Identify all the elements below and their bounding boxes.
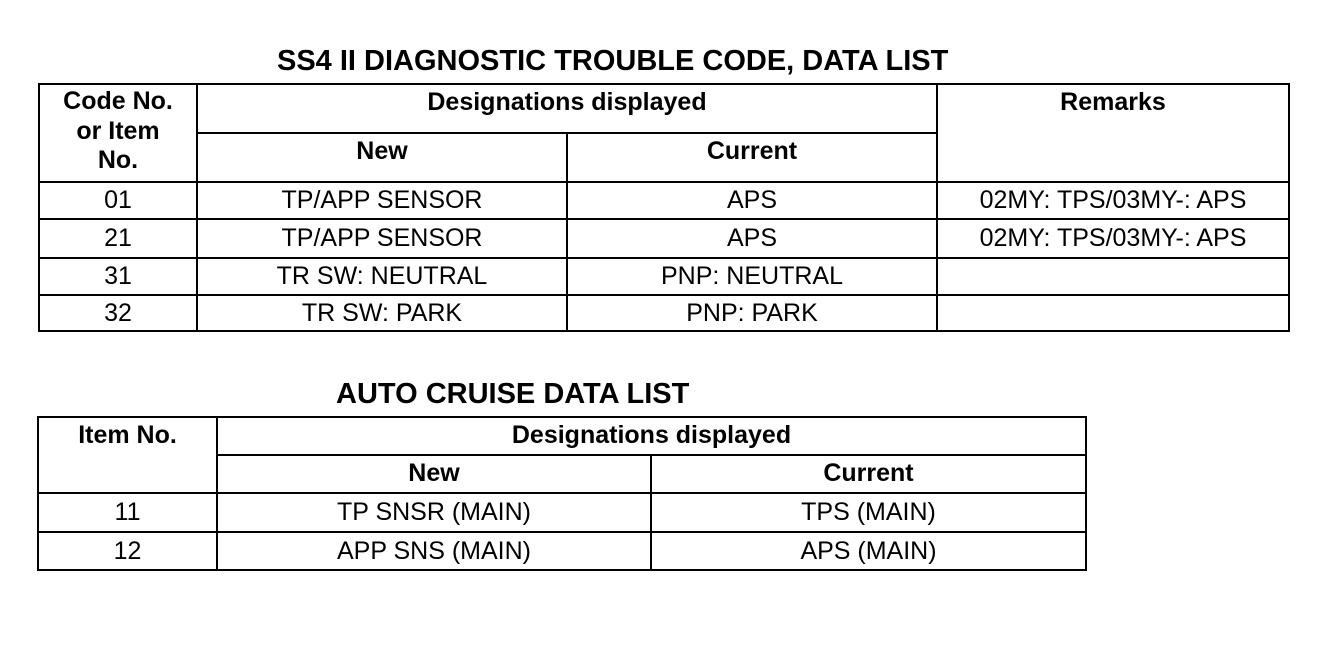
table-row (39, 258, 1289, 295)
table-row (38, 493, 1086, 532)
code-header-line1: Code No. (63, 87, 173, 115)
current-cell: APS (567, 182, 937, 219)
item-cell: 11 (38, 493, 217, 532)
code-cell: 01 (39, 182, 197, 219)
remarks-cell (937, 295, 1289, 331)
designations-header: Designations displayed (217, 417, 1086, 455)
cruise-data-table (37, 416, 1087, 571)
current-cell: APS (MAIN) (651, 532, 1086, 570)
cruise-table-title: AUTO CRUISE DATA LIST (336, 378, 690, 410)
new-cell: TR SW: NEUTRAL (197, 258, 567, 295)
current-cell: APS (567, 219, 937, 258)
new-cell: TP/APP SENSOR (197, 182, 567, 219)
table-row (39, 219, 1289, 258)
code-no-header (39, 84, 197, 182)
new-header: New (217, 455, 651, 493)
code-header-line3: No. (97, 146, 139, 174)
code-header-line2: or Item (76, 116, 160, 145)
remarks-cell: 02MY: TPS/03MY-: APS (937, 219, 1289, 258)
new-cell: TR SW: PARK (197, 295, 567, 331)
table-row (38, 532, 1086, 570)
dtc-data-table (38, 83, 1290, 332)
remarks-cell: 02MY: TPS/03MY-: APS (937, 182, 1289, 219)
current-header: Current (567, 133, 937, 182)
new-header: New (197, 133, 567, 182)
code-cell: 21 (39, 219, 197, 258)
current-cell: PNP: PARK (567, 295, 937, 331)
code-cell: 32 (39, 295, 197, 331)
current-cell: TPS (MAIN) (651, 493, 1086, 532)
item-no-header: Item No. (38, 417, 217, 493)
remarks-cell (937, 258, 1289, 295)
code-cell: 31 (39, 258, 197, 295)
item-cell: 12 (38, 532, 217, 570)
new-cell: APP SNS (MAIN) (217, 532, 651, 570)
new-cell: TP SNSR (MAIN) (217, 493, 651, 532)
table-row (39, 295, 1289, 331)
current-cell: PNP: NEUTRAL (567, 258, 937, 295)
new-cell: TP/APP SENSOR (197, 219, 567, 258)
table-row (39, 182, 1289, 219)
dtc-table-title: SS4 II DIAGNOSTIC TROUBLE CODE, DATA LIST (277, 45, 949, 77)
designations-header: Designations displayed (197, 84, 937, 133)
remarks-header: Remarks (937, 84, 1289, 182)
current-header: Current (651, 455, 1086, 493)
